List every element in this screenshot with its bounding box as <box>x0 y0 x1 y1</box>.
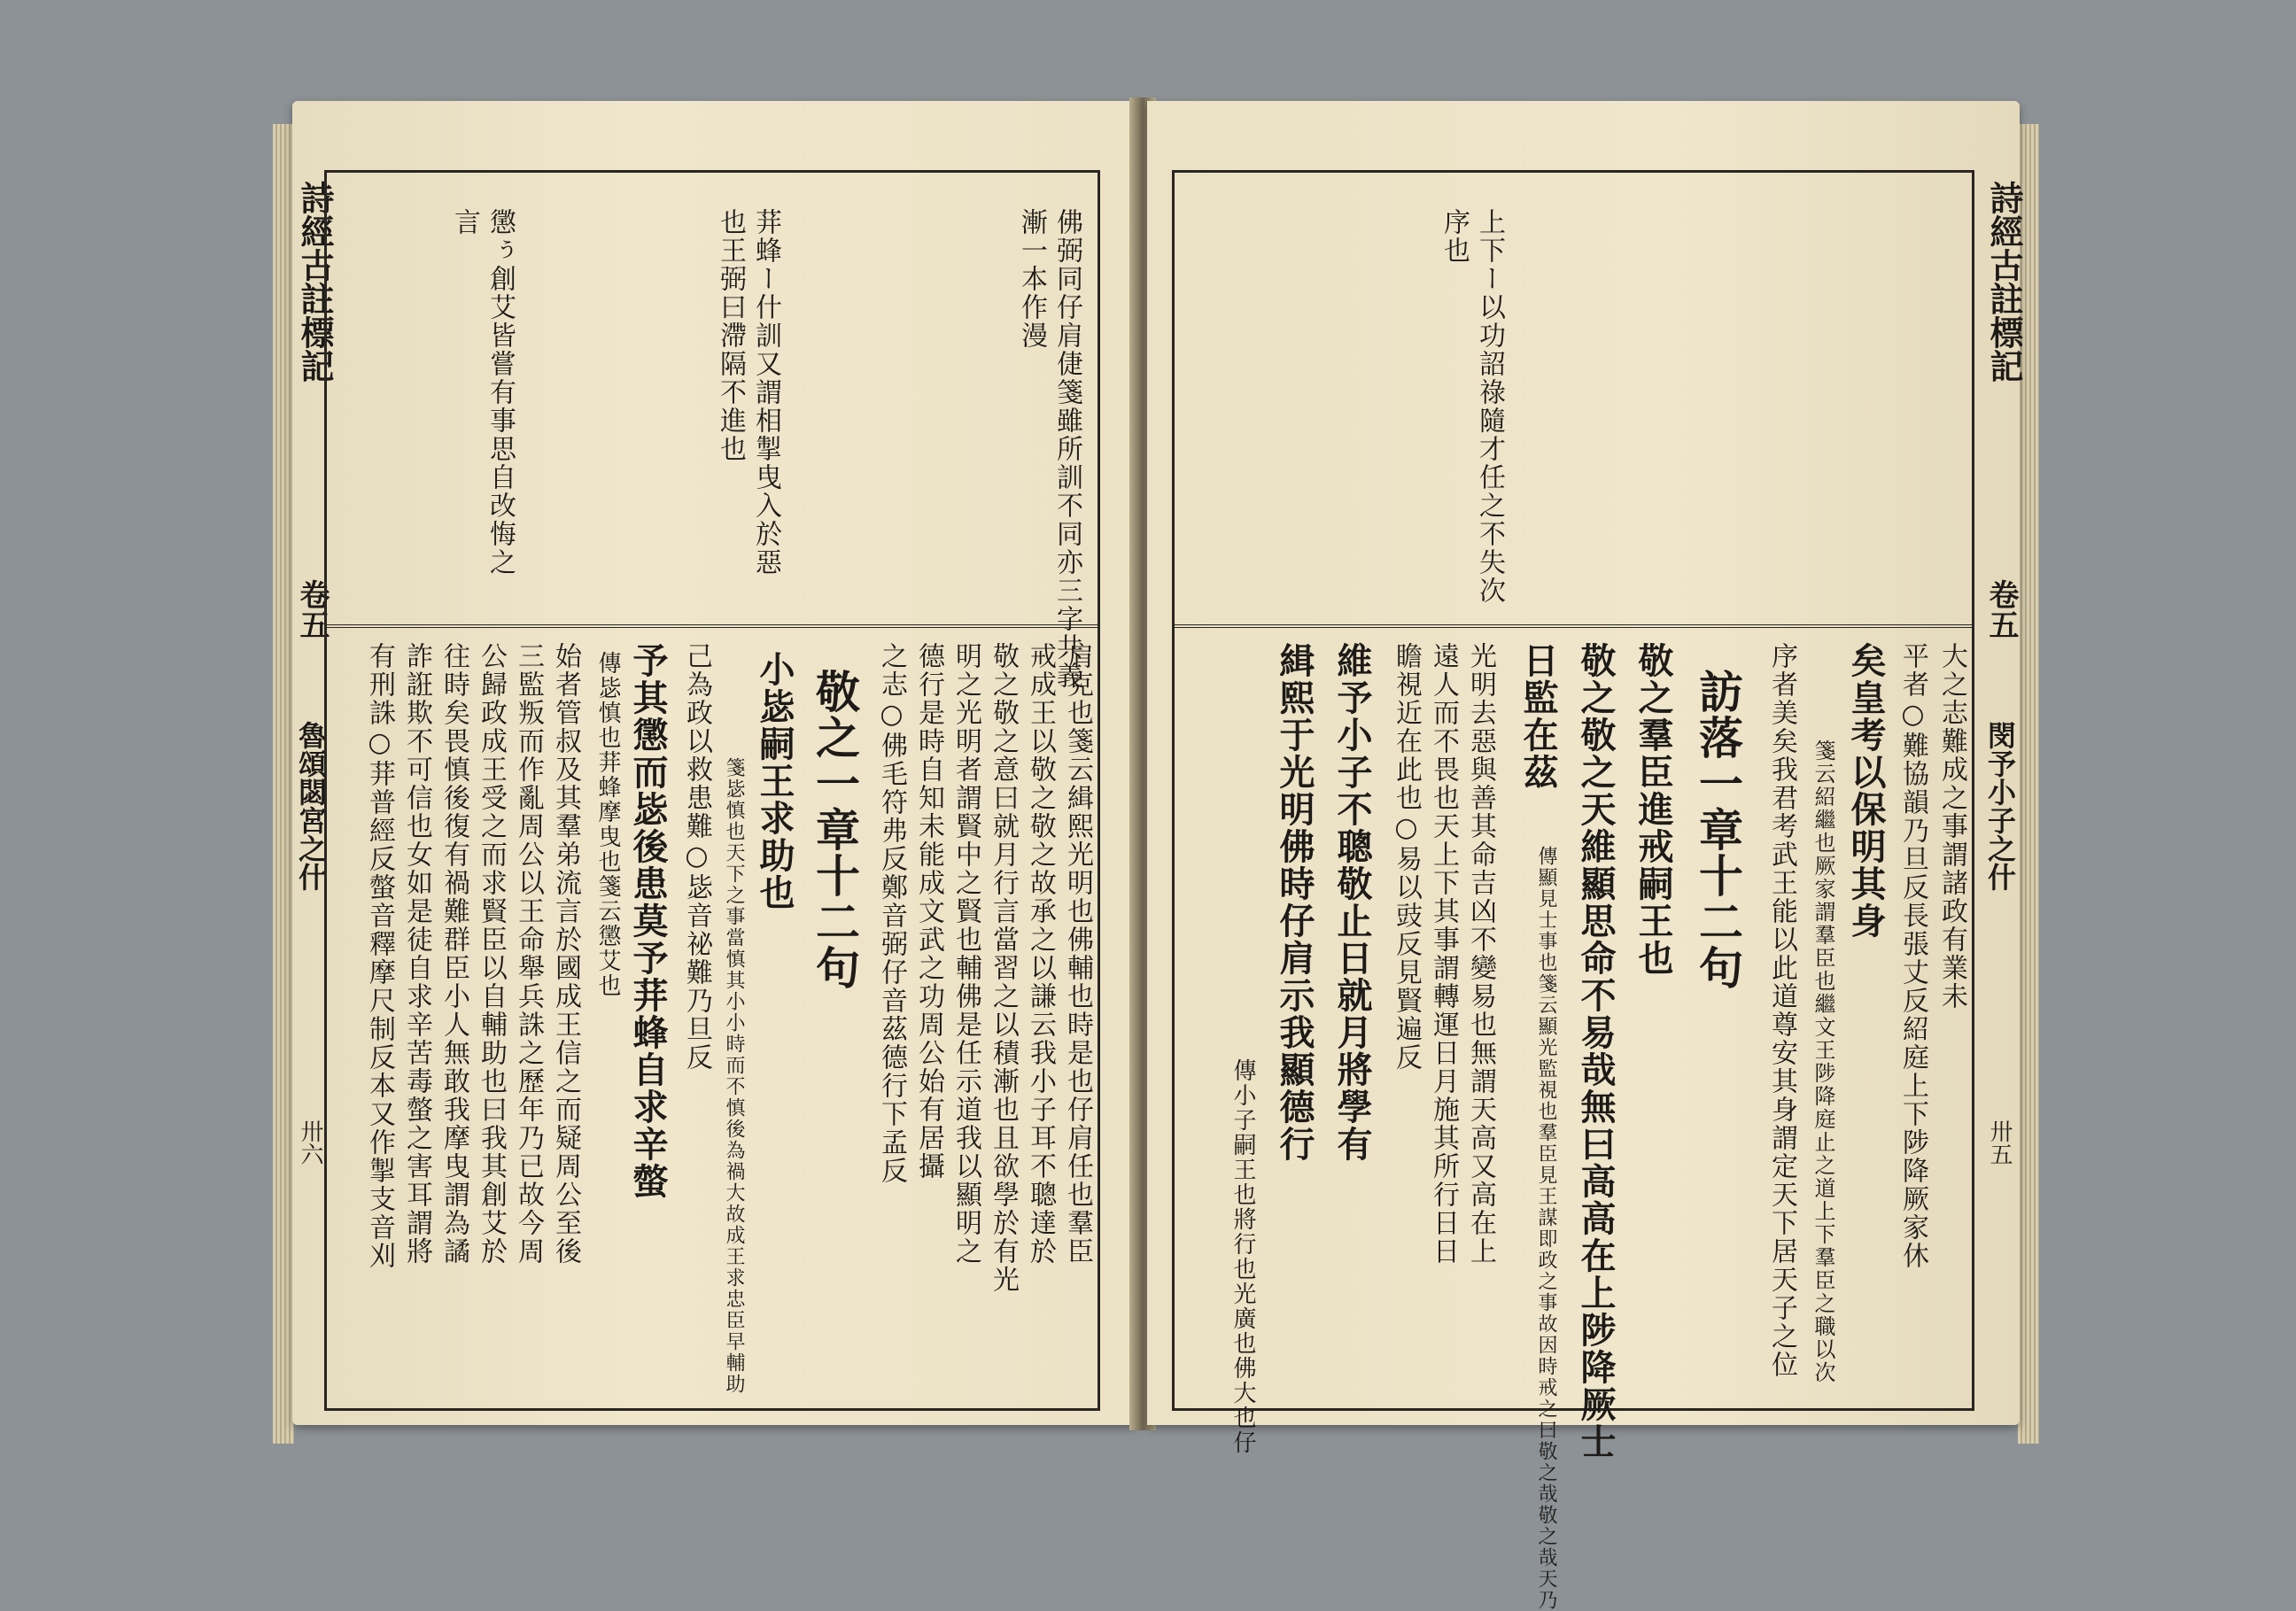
left-volume-label: 卷五 <box>294 579 330 639</box>
poem-heading: 小毖嗣王求助也 <box>754 651 795 911</box>
commentary-column: 傳毖慎也荓蜂摩曳也箋云懲艾也 <box>594 651 621 998</box>
commentary-column: 公歸政成王受之而求賢臣以自輔助也曰我其創艾於 <box>476 642 507 1266</box>
poem-text-column: 緝熙于光明佛時仔肩示我顯德行 <box>1274 642 1315 1163</box>
right-page <box>1147 101 2024 1611</box>
headnote: 荓蜂ー什訓又謂相掣曳入於惡 <box>750 208 781 577</box>
commentary-column: 傳顯見士事也箋云顯光監視也羣臣見王謀即政之事故因時戒之曰敬之哉敬之哉天乃 <box>1535 846 1557 1611</box>
left-page <box>292 101 1138 1425</box>
commentary-column: 大之志難成之事謂諸政有業未 <box>1936 642 1967 1011</box>
commentary-column: 平者○難協韻乃旦反長張丈反紹庭上下陟降厥家休 <box>1897 642 1928 1270</box>
commentary-column: 三監叛而作亂周公以王命舉兵誅之歷年乃已故今周 <box>513 642 544 1266</box>
commentary-column: 肩克也箋云緝熙光明也佛輔也時是也仔肩任也羣臣 <box>1062 642 1093 1266</box>
poem-text-column: 矣皇考以保明其身 <box>1845 642 1887 940</box>
commentary-column: 序者美矣我君考武王能以此道尊安其身謂定天下居天子之位 <box>1766 642 1797 1379</box>
commentary-column: 德行是時自知未能成文武之功周公始有居攝 <box>913 642 944 1181</box>
right-running-title: 詩經古註標記 <box>1984 181 2024 383</box>
headnote: 懲ぅ創艾皆嘗有事思自改悔之 <box>485 208 516 577</box>
headnote: 上下ー以功詔祿隨才任之不失次 <box>1474 208 1505 605</box>
commentary-column: 始者管叔及其羣弟流言於國成王信之而疑周公至後 <box>550 642 581 1266</box>
headnote: 序也 <box>1439 208 1470 265</box>
right-text-frame <box>1172 170 1974 1611</box>
poem-text-column: 日監在茲 <box>1517 642 1559 791</box>
commentary-column: 之志○佛毛符弗反鄭音弼仔音茲德行下孟反 <box>876 642 907 1185</box>
commentary-column: 光明去惡與善其命吉凶不變易也無謂天高又高在上 <box>1465 642 1496 1266</box>
right-headnotes <box>1175 173 1972 624</box>
commentary-column: 戒成王以敬之敬之故承之以謙云我小子耳不聰達於 <box>1025 642 1056 1266</box>
left-running-title: 詩經古註標記 <box>295 181 335 383</box>
left-section-title: 魯頌閟宮之什 <box>294 721 328 891</box>
headnote: 言 <box>449 208 480 236</box>
right-divider-rule <box>1175 624 1972 628</box>
poem-text-column: 維予小子不聰敬止日就月將學有 <box>1331 642 1373 1163</box>
commentary-column: 明之光明者謂賢中之賢也輔佛是任示道我以顯明之 <box>950 642 981 1266</box>
commentary-column: 箋云紹繼也厥家謂羣臣也繼文王陟降庭止之道上下羣臣之職以次 <box>1811 740 1835 1384</box>
chapter-heading: 訪落一章十二句 <box>1692 669 1744 991</box>
chapter-heading: 敬之一章十二句 <box>809 669 861 991</box>
headnote: 也王弼曰滯隔不進也 <box>715 208 746 463</box>
commentary-column: 有刑誅○荓普經反螫音釋摩尺制反本又作掣支音刈 <box>364 642 395 1270</box>
poem-heading: 敬之羣臣進戒嗣王也 <box>1633 642 1674 977</box>
open-book <box>292 89 2024 1611</box>
left-text-frame <box>324 170 1100 1411</box>
left-headnotes <box>327 173 1098 690</box>
commentary-column: 傳小子嗣王也將行也光廣也佛大也仔 <box>1229 1058 1256 1455</box>
left-divider-rule <box>327 624 1098 628</box>
right-section-title: 閔予小子之什 <box>1983 721 2017 891</box>
commentary-column: 己為政以救患難○毖音祕難乃旦反 <box>681 642 712 1072</box>
right-page-number: 卅五 <box>1986 1119 2013 1166</box>
commentary-column: 敬之敬之意曰就月行言當習之以積漸也且欲學於有光 <box>988 642 1019 1294</box>
headnote: 佛弼同仔肩倢箋雖所訓不同亦三字共義 <box>1051 208 1082 690</box>
right-volume-label: 卷五 <box>1983 579 2019 639</box>
commentary-column: 往時矣畏慎後復有禍難群臣小人無敢我摩曳謂為譎 <box>438 642 469 1266</box>
commentary-column: 箋毖慎也天下之事當慎其小小時而不慎後為禍大故成王求忠臣早輔助 <box>723 757 745 1395</box>
commentary-column: 遠人而不畏也天上下其事謂轉運日月施其所行日日 <box>1428 642 1459 1266</box>
poem-text-column: 敬之敬之天維顯思命不易哉無曰高高在上陟降厥士 <box>1575 642 1617 1460</box>
headnote: 漸一本作漫 <box>1016 208 1047 350</box>
poem-text-column: 予其懲而毖後患莫予荓蜂自求辛螫 <box>627 642 669 1200</box>
commentary-column: 詐誑欺不可信也女如是徒自求辛苦毒螫之害耳謂將 <box>401 642 432 1266</box>
commentary-column: 瞻視近在此也○易以豉反見賢遍反 <box>1391 642 1422 1072</box>
left-page-number: 卅六 <box>297 1119 323 1166</box>
